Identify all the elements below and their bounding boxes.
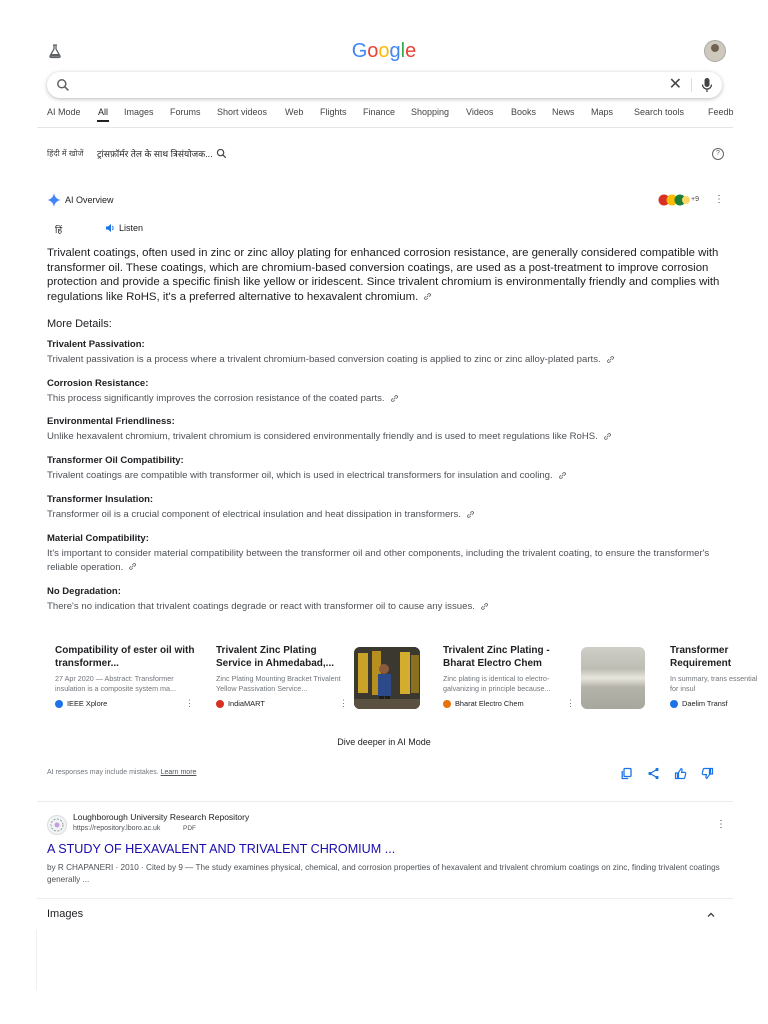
tab-web[interactable]: Web bbox=[285, 107, 304, 117]
search-divider bbox=[691, 78, 692, 92]
listen-button[interactable]: Listen bbox=[119, 223, 144, 233]
card-source-name: Bharat Electro Chem bbox=[455, 699, 524, 708]
speaker-icon[interactable] bbox=[105, 223, 115, 233]
tab-shopping[interactable]: Shopping bbox=[411, 107, 450, 117]
card-source[interactable] bbox=[443, 699, 571, 708]
logo-letter: G bbox=[351, 40, 368, 62]
card-source-name: Daelim Transf bbox=[682, 699, 728, 708]
detail-heading: Corrosion Resistance: bbox=[47, 378, 149, 389]
tab-flights[interactable]: Flights bbox=[320, 107, 347, 117]
thumbs-down-icon[interactable] bbox=[701, 767, 714, 780]
link-icon[interactable] bbox=[607, 356, 614, 363]
card-snippet: Zinc plating is identical to electro-galvanizing in principle because... bbox=[443, 674, 551, 693]
card-title[interactable]: Compatibility of ester oil with transformer... bbox=[55, 645, 195, 669]
site-favicon[interactable] bbox=[47, 815, 67, 835]
source-favicon-icon bbox=[55, 700, 63, 708]
tab-books[interactable]: Books bbox=[511, 107, 537, 117]
detail-text: It's important to consider material compatibility between the transformer oil and other components, including the trivalent coating, to ensure the transformer's reliable operation. bbox=[47, 548, 710, 573]
logo-letter: g bbox=[389, 40, 401, 62]
detail-heading: Transformer Insulation: bbox=[47, 494, 154, 505]
tab-videos[interactable]: Videos bbox=[466, 107, 494, 117]
more-options-icon[interactable]: ⋮ bbox=[339, 698, 348, 708]
card-snippet: 27 Apr 2020 — Abstract: Transformer insulation is a composite system ma... bbox=[55, 674, 177, 693]
hindi-query-link[interactable]: ट्रांसफ़ॉर्मर तेल के साथ त्रिसंयोजक... bbox=[97, 149, 213, 159]
tab-short-videos[interactable]: Short videos bbox=[217, 107, 268, 117]
link-icon[interactable] bbox=[467, 511, 474, 518]
card-title[interactable]: Trivalent Zinc Plating Service in Ahmedabad,... bbox=[216, 645, 335, 669]
dive-deeper-button[interactable]: Dive deeper in AI Mode bbox=[337, 737, 431, 747]
google-logo[interactable] bbox=[0, 40, 768, 63]
result-title-link[interactable]: A STUDY OF HEXAVALENT AND TRIVALENT CHROMIUM ... bbox=[47, 842, 396, 856]
detail-heading: No Degradation: bbox=[47, 586, 121, 597]
ai-disclaimer: AI responses may include mistakes. Learn more bbox=[47, 769, 197, 776]
search-icon bbox=[56, 78, 70, 92]
link-icon[interactable] bbox=[129, 563, 136, 570]
divider bbox=[36, 930, 37, 990]
logo-letter: l bbox=[400, 40, 406, 62]
more-options-icon[interactable]: ⋮ bbox=[716, 819, 726, 830]
detail-heading: Material Compatibility: bbox=[47, 533, 149, 544]
pdf-badge: PDF bbox=[183, 825, 196, 832]
source-favicon-icon bbox=[443, 700, 451, 708]
clear-icon[interactable]: ✕ bbox=[668, 76, 682, 93]
chevron-up-icon[interactable] bbox=[706, 910, 716, 920]
copy-icon[interactable] bbox=[620, 767, 633, 780]
card-title[interactable]: Transformer Requirement bbox=[670, 645, 732, 669]
ai-overview-title: AI Overview bbox=[65, 195, 114, 205]
card-source-name: IndiaMART bbox=[228, 699, 265, 708]
detail-text: Transformer oil is a crucial component of electrical insulation and heat dissipation in transformers. bbox=[47, 508, 727, 522]
detail-text: Trivalent passivation is a process where a trivalent chromium-based conversion coating is applied to zinc or zinc alloy-plated parts. bbox=[47, 353, 727, 367]
user-avatar[interactable] bbox=[704, 40, 726, 62]
source-card[interactable] bbox=[55, 645, 195, 708]
tab-finance[interactable]: Finance bbox=[363, 107, 396, 117]
logo-letter: e bbox=[405, 40, 417, 62]
source-favicon-icon bbox=[216, 700, 224, 708]
hindi-search-label[interactable]: हिंदी में खोजें bbox=[47, 149, 84, 158]
tab-search-tools[interactable]: Search tools bbox=[634, 107, 685, 117]
language-label[interactable]: हिं bbox=[55, 225, 63, 235]
tab-all[interactable]: All bbox=[98, 107, 109, 117]
more-options-icon[interactable]: ⋮ bbox=[185, 698, 194, 708]
tab-forums[interactable]: Forums bbox=[170, 107, 201, 117]
link-icon[interactable] bbox=[559, 472, 566, 479]
source-card[interactable] bbox=[216, 645, 344, 708]
result-url[interactable]: https://repository.lboro.ac.uk bbox=[73, 825, 161, 832]
tab-news[interactable]: News bbox=[552, 107, 575, 117]
ai-overview-intro: Trivalent coatings, often used in zinc or zinc alloy plating for enhanced corrosion resistance, are generally considered compatible with transformer oil. These coatings, which are chromium-based conversion coatings, are used as a post-treatment to improve corrosion protection and provide a specific finish like yellow or iridescent. Since trivalent chromium is environmentally friendly and complies with regulations like RoHS, it's a preferred alternative to hexavalent chromium. bbox=[47, 247, 720, 303]
card-thumbnail-plating-workers[interactable] bbox=[354, 647, 420, 709]
detail-heading: Transformer Oil Compatibility: bbox=[47, 455, 184, 466]
logo-letter: o bbox=[367, 40, 379, 62]
link-icon[interactable] bbox=[481, 603, 488, 610]
card-title[interactable]: Trivalent Zinc Plating - Bharat Electro Chem bbox=[443, 645, 550, 669]
card-thumbnail-zinc-plated-rod[interactable] bbox=[581, 647, 645, 709]
images-section-title[interactable]: Images bbox=[47, 908, 84, 920]
divider bbox=[37, 801, 733, 802]
detail-heading: Trivalent Passivation: bbox=[47, 339, 145, 350]
result-site-name[interactable]: Loughborough University Research Repository bbox=[73, 812, 250, 822]
mic-icon[interactable] bbox=[701, 77, 713, 93]
help-icon[interactable]: ? bbox=[712, 148, 724, 160]
detail-text: This process significantly improves the corrosion resistance of the coated parts. bbox=[47, 392, 727, 406]
ai-sparkle-icon bbox=[47, 193, 61, 207]
card-source-name: IEEE Xplore bbox=[67, 699, 108, 708]
search-bar[interactable] bbox=[47, 72, 722, 98]
logo-letter: o bbox=[378, 40, 390, 62]
source-card[interactable] bbox=[670, 645, 760, 708]
result-snippet: by R CHAPANERI · 2010 · Cited by 9 — The study examines physical, chemical, and corrosion properties of hexavalent and trivalent chromium coatings on zinc, finding trivalent coatings generally ... bbox=[47, 863, 720, 884]
link-icon[interactable] bbox=[391, 395, 398, 402]
more-options-icon[interactable]: ⋮ bbox=[714, 194, 724, 205]
card-source[interactable] bbox=[216, 699, 344, 708]
tab-feedb[interactable]: Feedb bbox=[708, 107, 734, 117]
divider bbox=[37, 127, 733, 128]
source-card[interactable] bbox=[443, 645, 571, 708]
learn-more-link[interactable]: Learn more bbox=[160, 769, 197, 776]
share-icon[interactable] bbox=[647, 767, 660, 780]
source-favicons[interactable] bbox=[658, 194, 690, 206]
detail-text: Unlike hexavalent chromium, trivalent chromium is considered environmentally friendly and is used to meet regulations like RoHS. bbox=[47, 430, 727, 444]
card-snippet: In summary, trans essential for insul bbox=[670, 674, 758, 693]
detail-text: There's no indication that trivalent coatings degrade or react with transformer oil to cause any issues. bbox=[47, 600, 727, 614]
active-tab-indicator bbox=[97, 120, 109, 122]
more-options-icon[interactable]: ⋮ bbox=[566, 698, 575, 708]
detail-text: Trivalent coatings are compatible with transformer oil, which is used in electrical transformers for insulation and cooling. bbox=[47, 469, 727, 483]
thumbs-up-icon[interactable] bbox=[674, 767, 687, 780]
more-details-heading: More Details: bbox=[47, 318, 112, 330]
card-snippet: Zinc Plating Mounting Bracket Trivalent Yellow Passivation Service... bbox=[216, 674, 341, 693]
card-source[interactable] bbox=[670, 699, 760, 708]
card-source[interactable] bbox=[55, 699, 195, 708]
tab-maps[interactable]: Maps bbox=[591, 107, 614, 117]
search-icon[interactable] bbox=[216, 148, 227, 159]
link-icon[interactable] bbox=[604, 433, 611, 440]
tab-images[interactable]: Images bbox=[124, 107, 154, 117]
source-count[interactable]: +9 bbox=[691, 196, 699, 203]
source-favicon-icon bbox=[670, 700, 678, 708]
tab-ai-mode[interactable]: AI Mode bbox=[47, 107, 81, 117]
detail-heading: Environmental Friendliness: bbox=[47, 416, 175, 427]
link-icon[interactable] bbox=[424, 293, 431, 300]
divider bbox=[37, 898, 733, 899]
